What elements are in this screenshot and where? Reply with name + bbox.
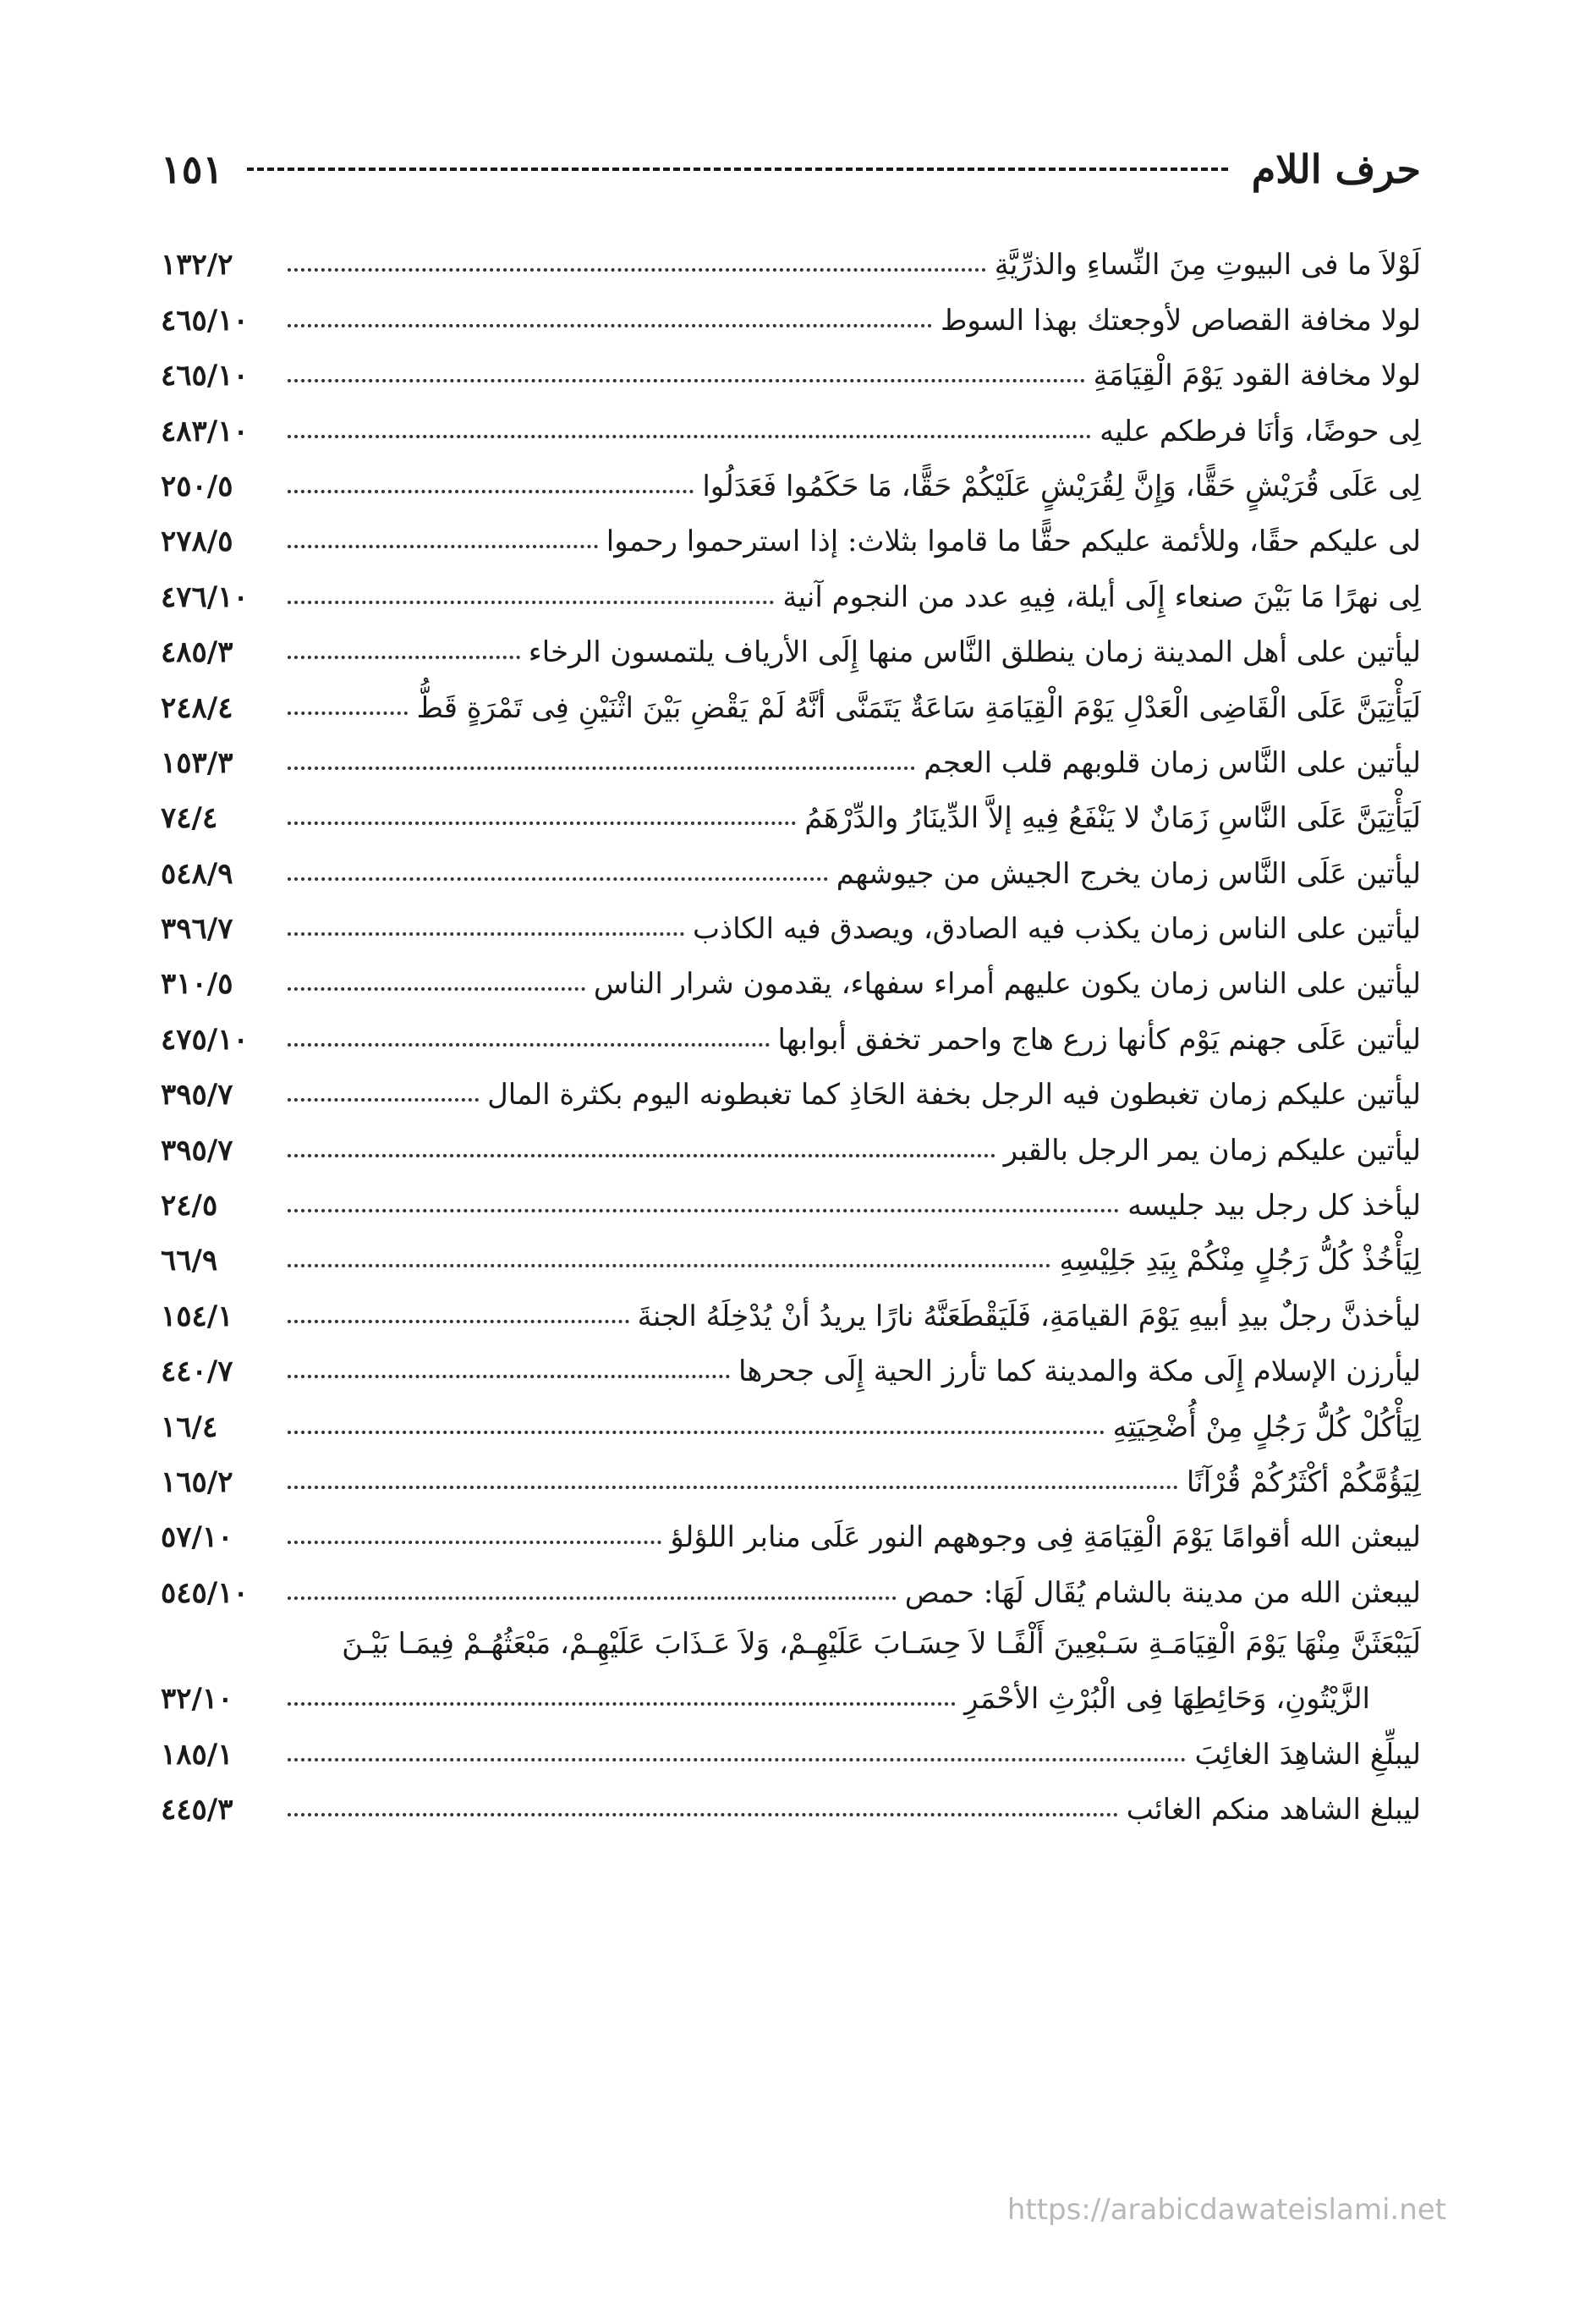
entry-reference: ٧٤/٤ xyxy=(161,801,218,836)
entry-text: لَيَأْتِيَنَّ عَلَى الْقَاضِى الْعَدْلِ يَوْمَ الْقِيَامَةِ سَاعَةٌ يَتَمَنَّى أنَّهُ لَمْ يَقْضِ بَيْنَ اثْنَيْنِ فِى تَمْرَةٍ قَطُّ xyxy=(416,690,1421,725)
index-entry xyxy=(161,338,1421,393)
index-entry xyxy=(161,227,1421,282)
page-number: ١٥١ xyxy=(161,146,224,192)
dot-leader xyxy=(288,1813,1118,1816)
entry-reference: ١٦/٤ xyxy=(161,1410,218,1444)
entry-text: لَيَبْعَثَنَّ مِنْهَا يَوْمَ الْقِيَامَـةِ سَـبْعِينَ أَلْفًـا لاَ حِسَـابَ عَلَيْهِـمْ، وَلاَ عَـذَابَ عَلَيْهِـمْ، مَبْعَثُهُـمْ فِيمَـا بَيْـنَ xyxy=(342,1626,1421,1661)
index-entry xyxy=(161,282,1421,337)
dot-leader xyxy=(288,1596,897,1600)
entry-text: ليأتين على الناس زمان يكذب فيه الصادق، ويصدق فيه الكاذب xyxy=(692,912,1421,947)
dot-leader xyxy=(288,490,694,493)
entry-reference: ٤٤٠/٧ xyxy=(161,1355,233,1389)
page-header xyxy=(161,140,1421,199)
entry-reference: ٣٢/١٠ xyxy=(161,1682,233,1717)
dot-leader xyxy=(288,1702,956,1706)
index-entry xyxy=(161,1444,1421,1499)
dot-leader xyxy=(288,1758,1186,1761)
entry-reference: ٥٤٨/٩ xyxy=(161,856,233,891)
entry-reference: ٢٧٨/٥ xyxy=(161,525,233,559)
index-entry xyxy=(161,503,1421,558)
entry-reference: ١٥٤/١ xyxy=(161,1299,233,1333)
entry-reference: ٢٤/٥ xyxy=(161,1189,218,1223)
dot-leader xyxy=(288,1431,1105,1434)
chapter-title: حرف اللام xyxy=(1251,146,1421,192)
entry-text: ليبعثن الله أقوامًا يَوْمَ الْقِيَامَةِ فِى وجوههم النور عَلَى منابر اللؤلؤ xyxy=(670,1520,1421,1555)
entry-reference: ٤٦٥/١٠ xyxy=(161,303,249,338)
index-entry xyxy=(161,1499,1421,1554)
dot-leader xyxy=(288,1486,1178,1489)
entry-reference: ١٥٣/٣ xyxy=(161,745,233,780)
index-entries xyxy=(161,227,1421,1827)
index-entry xyxy=(161,946,1421,1001)
index-entry xyxy=(161,1554,1421,1609)
entry-text: لولا مخافة القود يَوْمَ الْقِيَامَةِ xyxy=(1093,359,1421,393)
entry-text: ليأتين على الناس زمان يكون عليهم أمراء سفهاء، يقدمون شرار الناس xyxy=(593,967,1421,1002)
entry-reference: ٣١٠/٥ xyxy=(161,967,233,1002)
index-entry xyxy=(161,1112,1421,1167)
entry-reference: ٤٨٥/٣ xyxy=(161,635,233,670)
dot-leader xyxy=(288,987,585,991)
entry-reference: ١٦٥/٢ xyxy=(161,1464,233,1499)
entry-reference: ٥٧/١٠ xyxy=(161,1520,233,1555)
dot-leader xyxy=(288,1098,479,1102)
entry-text: ليأخذنَّ رجلٌ بيدِ أبيهِ يَوْمَ القيامَةِ، فَلَيَقْطَعَنَّهُ نارًا يريدُ أنْ يُدْخِلَهُ الجنةَ xyxy=(637,1299,1421,1333)
index-entry xyxy=(161,614,1421,669)
watermark-url: https://arabicdawateislami.net xyxy=(1006,2193,1446,2227)
dot-leader xyxy=(288,379,1085,382)
entry-reference: ٤٨٣/١٠ xyxy=(161,414,249,448)
index-entry xyxy=(161,1223,1421,1278)
entry-text: ليبلغ الشاهد منكم الغائب xyxy=(1126,1792,1421,1827)
entry-text: لِيَأْخُذْ كُلُّ رَجُلٍ مِنْكُمْ بِيَدِ جَلِيْسِهِ xyxy=(1059,1244,1421,1278)
entry-text: لِى عَلَى قُرَيْشٍ حَقًّا، وَإِنَّ لِقُرَيْشٍ عَلَيْكُمْ حَقًّا، مَا حَكَمُوا فَعَدَلُوا xyxy=(702,469,1421,503)
entry-reference: ٤٤٥/٣ xyxy=(161,1792,233,1827)
dot-leader xyxy=(288,1209,1119,1212)
index-entry xyxy=(161,1772,1421,1827)
index-entry xyxy=(161,1278,1421,1333)
index-entry xyxy=(161,1388,1421,1443)
index-entry xyxy=(161,448,1421,503)
dot-leader xyxy=(288,656,520,659)
dot-leader xyxy=(288,712,408,715)
entry-text: لِى حوضًا، وَأنَا فرطكم عليه xyxy=(1100,414,1421,448)
dot-leader xyxy=(288,435,1091,438)
index-entry xyxy=(161,891,1421,946)
entry-text: ليأتين على أهل المدينة زمان ينطلق النَّاس منها إِلَى الأرياف يلتمسون الرخاء xyxy=(528,635,1421,670)
index-entry xyxy=(161,1168,1421,1223)
dot-leader xyxy=(288,822,796,825)
entry-text: الزَّيْتُونِ، وَحَائِطِهَا فِى الْبُرْثِ الأحْمَرِ xyxy=(964,1682,1370,1717)
entry-text: لَوْلاَ ما فى البيوتِ مِنَ النِّساءِ والذرِّيَّةِ xyxy=(994,248,1421,283)
entry-reference: ٦٦/٩ xyxy=(161,1244,218,1278)
entry-text: ليأتين عَلَى جهنم يَوْم كأنها زرع هاج واحمر تخفق أبوابها xyxy=(777,1022,1421,1057)
dot-leader xyxy=(288,1541,661,1544)
entry-text: ليأخذ كل رجل بيد جليسه xyxy=(1127,1189,1421,1223)
entry-reference: ١٨٥/١ xyxy=(161,1737,233,1772)
index-entry xyxy=(161,780,1421,835)
dot-leader xyxy=(288,1264,1050,1267)
entry-reference: ٣٩٥/٧ xyxy=(161,1078,233,1113)
index-entry xyxy=(161,558,1421,613)
entry-text: لِيَؤُمَّكُمْ أكْثَرُكُمْ قُرْآنًا xyxy=(1186,1464,1421,1499)
index-entry xyxy=(161,835,1421,890)
dot-leader xyxy=(288,932,684,936)
header-rule xyxy=(247,168,1228,171)
dot-leader xyxy=(288,1320,629,1323)
index-entry xyxy=(161,1661,1421,1716)
entry-reference: ٤٧٥/١٠ xyxy=(161,1022,249,1057)
index-entry xyxy=(161,1333,1421,1388)
entry-reference: ٢٥٠/٥ xyxy=(161,469,233,503)
dot-leader xyxy=(288,1154,995,1157)
dot-leader xyxy=(288,877,828,881)
dot-leader xyxy=(288,545,598,548)
dot-leader xyxy=(288,268,986,272)
entry-reference: ٤٧٦/١٠ xyxy=(161,580,249,614)
dot-leader xyxy=(288,601,774,604)
entry-reference: ٣٩٦/٧ xyxy=(161,912,233,947)
entry-text: ليأتين على النَّاس زمان قلوبهم قلب العجم xyxy=(924,745,1421,780)
entry-text: لولا مخافة القصاص لأوجعتك بهذا السوط xyxy=(940,303,1421,338)
index-entry xyxy=(161,1716,1421,1771)
index-entry xyxy=(161,1001,1421,1056)
entry-text: ليبلِّغِ الشاهِدَ الغائِبَ xyxy=(1194,1737,1421,1772)
entry-text: لى عليكم حقًا، وللأئمة عليكم حقًّا ما قاموا بثلاث: إذا استرحموا رحموا xyxy=(606,525,1421,559)
dot-leader xyxy=(288,1375,730,1378)
index-entry xyxy=(161,1610,1421,1661)
index-entry xyxy=(161,669,1421,724)
index-entry xyxy=(161,393,1421,448)
index-entry xyxy=(161,725,1421,780)
dot-leader xyxy=(288,1043,770,1047)
dot-leader xyxy=(288,767,915,770)
entry-text: ليأتين عَلَى النَّاس زمان يخرج الجيش من جيوشهم xyxy=(836,856,1421,891)
entry-text: لِيَأْكُلْ كُلُّ رَجُلٍ مِنْ أُضْحِيَتِهِ xyxy=(1112,1410,1421,1444)
entry-text: ليأتين عليكم زمان يمر الرجل بالقبر xyxy=(1003,1133,1421,1168)
entry-reference: ٤٦٥/١٠ xyxy=(161,359,249,393)
entry-reference: ٢٤٨/٤ xyxy=(161,690,233,725)
entry-text: لَيَأْتِيَنَّ عَلَى النَّاسِ زَمَانٌ لا يَنْفَعُ فِيهِ إلاَّ الدِّينَارُ والدِّرْهَمُ xyxy=(804,801,1421,836)
dot-leader xyxy=(288,324,932,327)
index-entry xyxy=(161,1057,1421,1112)
entry-text: ليبعثن الله من مدينة بالشام يُقَال لَهَا: حمص xyxy=(904,1575,1421,1610)
entry-text: ليأرزن الإسلام إِلَى مكة والمدينة كما تأرز الحية إِلَى جحرها xyxy=(738,1355,1421,1389)
entry-reference: ٥٤٥/١٠ xyxy=(161,1575,249,1610)
entry-reference: ٣٩٥/٧ xyxy=(161,1133,233,1168)
entry-text: ليأتين عليكم زمان تغبطون فيه الرجل بخفة الحَاذِ كما تغبطونه اليوم بكثرة المال xyxy=(487,1078,1421,1113)
entry-text: لِى نهرًا مَا بَيْنَ صنعاء إِلَى أيلة، فِيهِ عدد من النجوم آنية xyxy=(782,580,1421,614)
entry-reference: ١٣٢/٢ xyxy=(161,248,233,283)
